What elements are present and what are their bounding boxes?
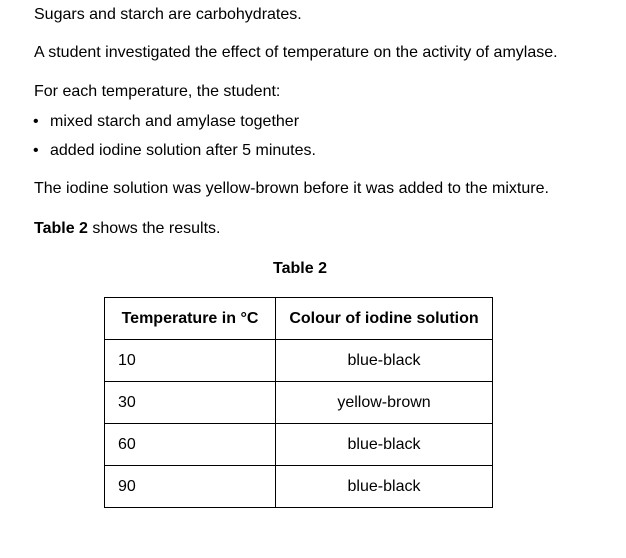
bullet-icon: •: [33, 113, 39, 130]
table-row: [105, 382, 493, 424]
colour-cell: blue-black: [276, 424, 493, 466]
table-row: [105, 340, 493, 382]
temperature-cell: 90: [105, 466, 276, 508]
table-header-row: [105, 298, 493, 340]
temperature-cell: 10: [105, 340, 276, 382]
table-row: [105, 466, 493, 508]
results-sentence: [34, 219, 220, 239]
header-temperature: Temperature in °C: [105, 298, 276, 340]
table-reference: Table 2: [34, 220, 88, 237]
results-table: [104, 297, 493, 508]
method-bullet-2: [33, 141, 316, 161]
colour-cell: blue-black: [276, 466, 493, 508]
method-bullet-1: [33, 112, 299, 132]
results-sentence-rest: shows the results.: [87, 220, 221, 237]
intro-sentence: Sugars and starch are carbohydrates.: [34, 6, 302, 23]
bullet-text: added iodine solution after 5 minutes.: [50, 142, 316, 159]
method-intro: For each temperature, the student:: [34, 83, 281, 100]
colour-cell: blue-black: [276, 340, 493, 382]
temperature-cell: 60: [105, 424, 276, 466]
bullet-icon: •: [33, 142, 39, 159]
bullet-text: mixed starch and amylase together: [50, 113, 300, 130]
table-row: [105, 424, 493, 466]
table-title: Table 2: [273, 260, 327, 277]
header-colour: Colour of iodine solution: [276, 298, 493, 340]
iodine-sentence: The iodine solution was yellow-brown before it was added to the mixture.: [34, 180, 549, 197]
investigation-sentence: A student investigated the effect of temperature on the activity of amylase.: [34, 44, 558, 61]
temperature-cell: 30: [105, 382, 276, 424]
colour-cell: yellow-brown: [276, 382, 493, 424]
